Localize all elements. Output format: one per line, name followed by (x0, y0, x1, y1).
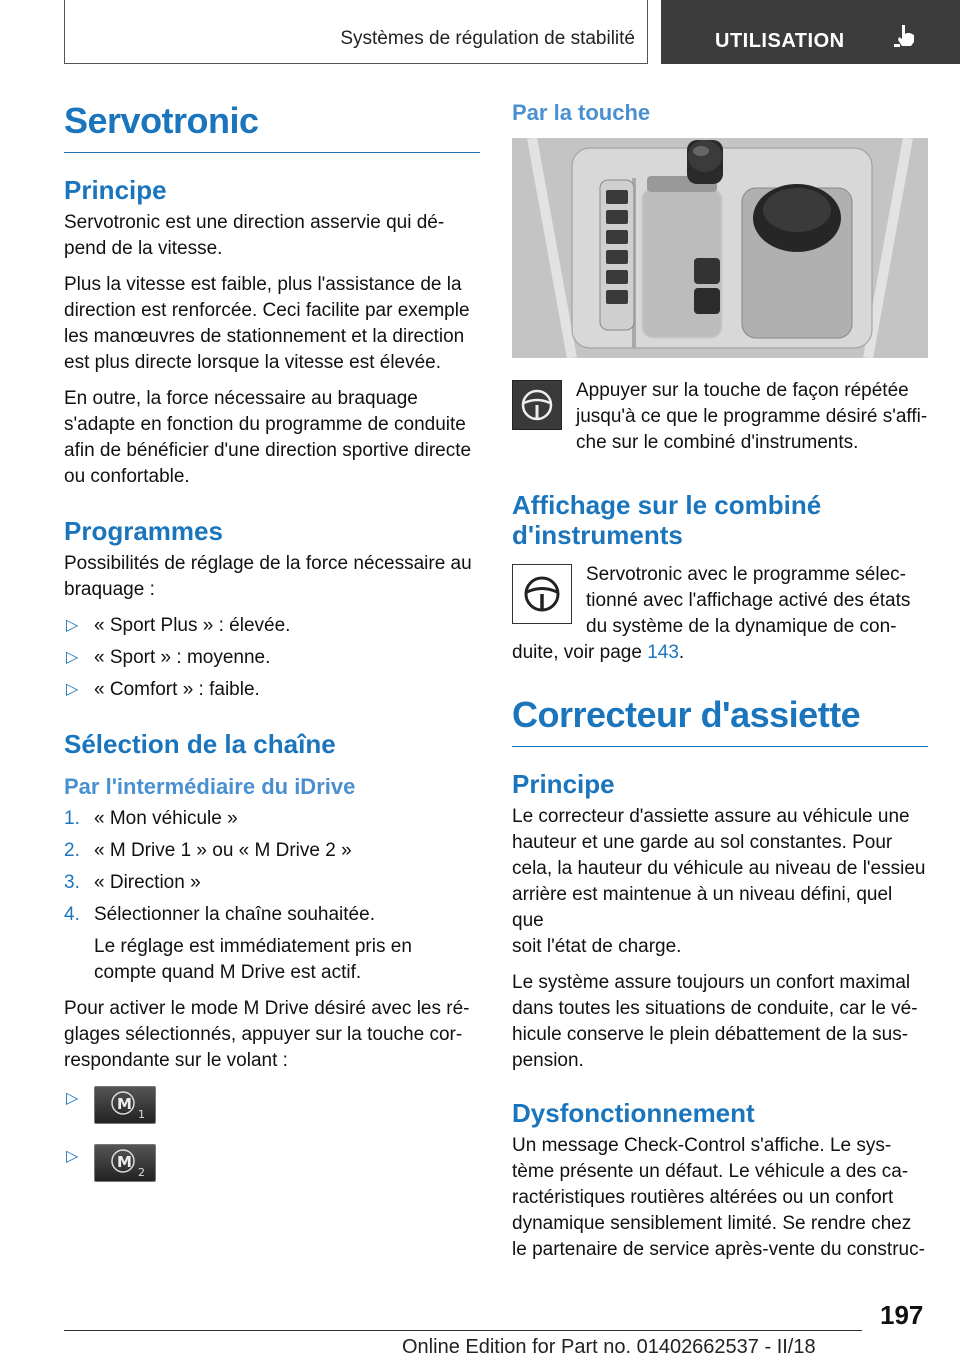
heading-servotronic: Servotronic (64, 100, 480, 153)
heading-affichage: Affichage sur le combiné d'instruments (512, 490, 822, 550)
section-title: Systèmes de régulation de stabilité (340, 28, 635, 49)
page-reference-link[interactable]: 143 (647, 642, 679, 663)
touche-paragraph: Appuyer sur la touche de façon répétée jusqu'à ce que le programme désiré s'affi- che sur le combiné d'instruments. (576, 380, 928, 453)
center-console-photo (512, 138, 928, 358)
correcteur-paragraph-1: Le correcteur d'assiette assure au véhicule une hauteur et une garde au sol constantes. Pour cela, la hauteur du véhicule au niveau de l'essieu arrière est maintenue à un niveau défini, quel que soit l'état de charge. (512, 806, 926, 957)
left-column (64, 100, 480, 1186)
footer-divider (64, 1330, 862, 1331)
steering-wheel-icon (512, 380, 562, 430)
affichage-paragraph: Servotronic avec le programme sélec- tionné avec l'affichage activé des états du système de la dynamique de con- duite, voir page 143. (512, 564, 911, 663)
m2-button-icon: M 2 (94, 1144, 156, 1182)
step-item: 4. Sélectionner la chaîne souhaitée. (64, 904, 375, 925)
heading-idrive: Par l'intermédiaire du iDrive (64, 774, 356, 799)
footer-edition: Online Edition for Part no. 01402662537 - II/18 (402, 1336, 816, 1358)
list-item: ▷ « Sport Plus » : élevée. (66, 615, 291, 636)
dysfonctionnement-paragraph: Un message Check-Control s'affiche. Le sys- tème présente un défaut. Le véhicule a des ca- ractéristiques routières altérées ou un confort dynamique sensiblement limité. Se rendre chez le partenaire de service après-vente du construc- (512, 1135, 925, 1260)
principe-paragraph-2: Plus la vitesse est faible, plus l'assistance de la direction est renforcée. Ceci facilite par exemple les manœuvres de stationnement et la direction est plus directe lorsque la vitesse est élevée. (64, 274, 470, 373)
principe-paragraph-3: En outre, la force nécessaire au braquage s'adapte en fonction du programme de conduite afin de bénéficier d'une direction sportive directe ou confortable. (64, 388, 472, 487)
right-column (512, 100, 928, 1263)
heading-selection: Sélection de la chaîne (64, 729, 336, 759)
heading-principe-2: Principe (512, 769, 615, 799)
list-item: ▷ M 2 (64, 1144, 480, 1186)
step-item: 3. « Direction » (64, 872, 201, 893)
heading-dysfonctionnement: Dysfonctionnement (512, 1098, 755, 1128)
principe-paragraph-1: Servotronic est une direction asservie qui dé- pend de la vitesse. (64, 212, 445, 259)
heading-principe: Principe (64, 175, 167, 205)
correcteur-paragraph-2: Le système assure toujours un confort maximal dans toutes les situations de conduite, car le vé- hicule conserve le plein débattement de la sus- pension. (512, 972, 918, 1071)
heading-par-la-touche: Par la touche (512, 100, 651, 125)
chapter-tab-label: UTILISATION (715, 30, 845, 52)
programmes-paragraph: Possibilités de réglage de la force nécessaire au braquage : (64, 553, 472, 600)
page-number: 197 (880, 1300, 924, 1330)
mdrive-paragraph: Pour activer le mode M Drive désiré avec les ré- glages sélectionnés, appuyer sur la touche cor- respondante sur le volant : (64, 998, 470, 1071)
svg-text:M: M (117, 1153, 132, 1171)
step-item: 2. « M Drive 1 » ou « M Drive 2 » (64, 840, 352, 861)
step4-note: Le réglage est immédiatement pris en compte quand M Drive est actif. (94, 936, 412, 983)
list-item: ▷ « Comfort » : faible. (66, 679, 260, 700)
svg-text:M: M (117, 1095, 132, 1113)
heading-correcteur: Correcteur d'assiette (512, 694, 928, 747)
heading-programmes: Programmes (64, 516, 223, 546)
step-item: 1. « Mon véhicule » (64, 808, 238, 829)
pointing-hand-icon (893, 22, 919, 53)
list-item: ▷ « Sport » : moyenne. (66, 647, 271, 668)
chapter-tab[interactable] (661, 0, 960, 64)
list-item: ▷ M 1 (64, 1086, 480, 1128)
steering-wheel-icon (512, 564, 572, 624)
header-section-box (64, 0, 648, 64)
m1-button-icon: M 1 (94, 1086, 156, 1124)
